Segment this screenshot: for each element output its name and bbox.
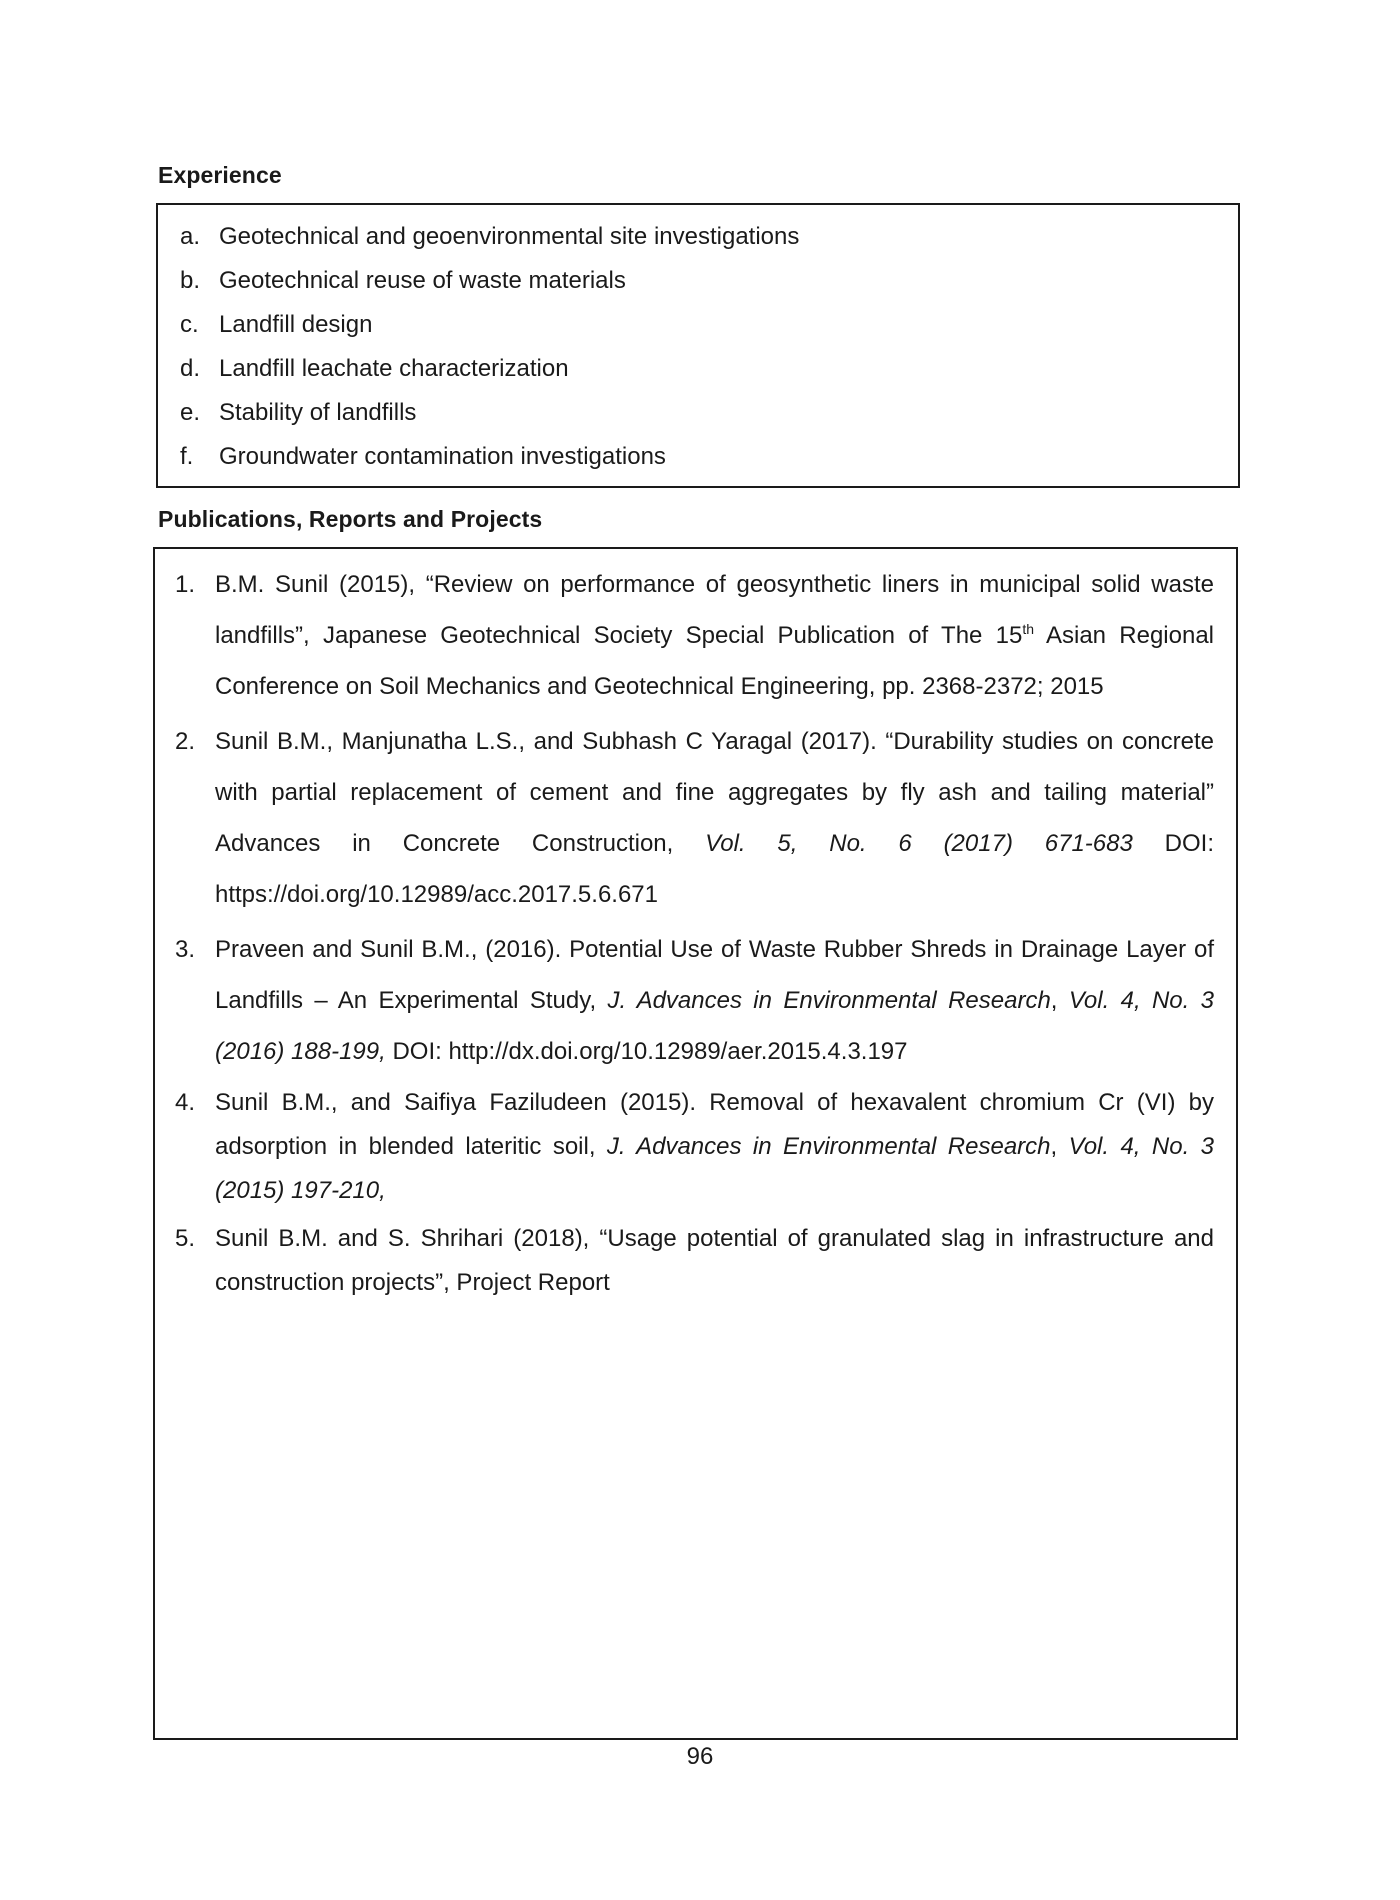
experience-item-text: Landfill leachate characterization (219, 355, 569, 382)
list-marker: a. (180, 223, 201, 250)
list-marker: 4. (175, 1089, 196, 1116)
list-marker: c. (180, 311, 199, 338)
publication-citation-italic: Vol. 4, No. 3 (2016) 188-199, (215, 987, 1215, 1065)
publication-text-part: Asian Regional Conference on Soil Mechanics and Geotechnical Engineering, pp. 2368-2372; 2015 (215, 622, 1214, 700)
list-marker: f. (180, 443, 194, 470)
journal-name-italic: J. Advances in Environmental Research (606, 1133, 1051, 1160)
publication-text (215, 1089, 1214, 1204)
experience-box (156, 203, 1240, 488)
experience-item-text: Geotechnical and geoenvironmental site investigations (219, 223, 800, 250)
publication-text (215, 728, 1214, 908)
page-number: 96 (686, 1743, 714, 1770)
experience-list (158, 215, 1238, 479)
list-marker: d. (180, 355, 201, 382)
publication-citation-italic: Vol. 4, No. 3 (2015) 197-210, (215, 1133, 1214, 1204)
experience-item (158, 391, 1238, 435)
publication-item (155, 716, 1236, 920)
publication-text (215, 571, 1214, 700)
publication-text-part: Sunil B.M., and Saifiya Faziludeen (2015). Removal of hexavalent chromium Cr (VI) by adsorption in blended lateritic soil, (215, 1089, 1214, 1160)
experience-item (158, 435, 1238, 479)
superscript: th (1022, 621, 1035, 637)
experience-item-text: Geotechnical reuse of waste materials (219, 267, 626, 294)
experience-item-text: Landfill design (219, 311, 373, 338)
publication-citation-italic: Vol. 5, No. 6 (2017) 671-683 (705, 830, 1133, 857)
experience-item (158, 259, 1238, 303)
publications-box (153, 547, 1238, 1740)
publication-item (155, 1217, 1236, 1305)
experience-item-text: Stability of landfills (219, 399, 417, 426)
publication-text-part: Praveen and Sunil B.M., (2016). Potential Use of Waste Rubber Shreds in Drainage Layer of Landfills – An Experimental Study, (215, 936, 1214, 1014)
list-marker: e. (180, 399, 201, 426)
experience-heading: Experience (158, 162, 282, 188)
publication-item (155, 559, 1236, 712)
publication-text-part: DOI: http://dx.doi.org/10.12989/aer.2015.4.3.197 (385, 1038, 908, 1065)
publication-item (155, 1081, 1236, 1213)
publication-text (215, 1225, 1214, 1296)
publications-heading: Publications, Reports and Projects (158, 506, 543, 532)
list-marker: 5. (175, 1225, 196, 1252)
publication-text (215, 936, 1214, 1065)
publication-text-part: B.M. Sunil (2015), “Review on performance of geosynthetic liners in municipal solid waste landfills”, Japanese Geotechnical Society Special Publication of The 15 (215, 571, 1214, 649)
publication-text-part: Sunil B.M., Manjunatha L.S., and Subhash C Yaragal (2017). “Durability studies on concrete with partial replacement of cement and fine aggregates by fly ash and tailing material” Advances in Concrete Construction, (215, 728, 1214, 857)
experience-item-text: Groundwater contamination investigations (219, 443, 666, 470)
publications-list (155, 559, 1236, 1305)
list-marker: b. (180, 267, 201, 294)
experience-item (158, 303, 1238, 347)
experience-item (158, 215, 1238, 259)
publication-text-part: , (1050, 987, 1069, 1014)
list-marker: 3. (175, 936, 196, 963)
publication-text-part: Sunil B.M. and S. Shrihari (2018), “Usage potential of granulated slag in infrastructure and construction projects”, Project Report (215, 1225, 1214, 1296)
list-marker: 2. (175, 728, 196, 755)
journal-name-italic: J. Advances in Environmental Research (607, 987, 1051, 1014)
experience-item (158, 347, 1238, 391)
publication-item (155, 924, 1236, 1077)
list-marker: 1. (175, 571, 196, 598)
publication-text-part: , (1050, 1133, 1069, 1160)
publication-text-part: DOI: https://doi.org/10.12989/acc.2017.5.6.671 (215, 830, 1214, 908)
